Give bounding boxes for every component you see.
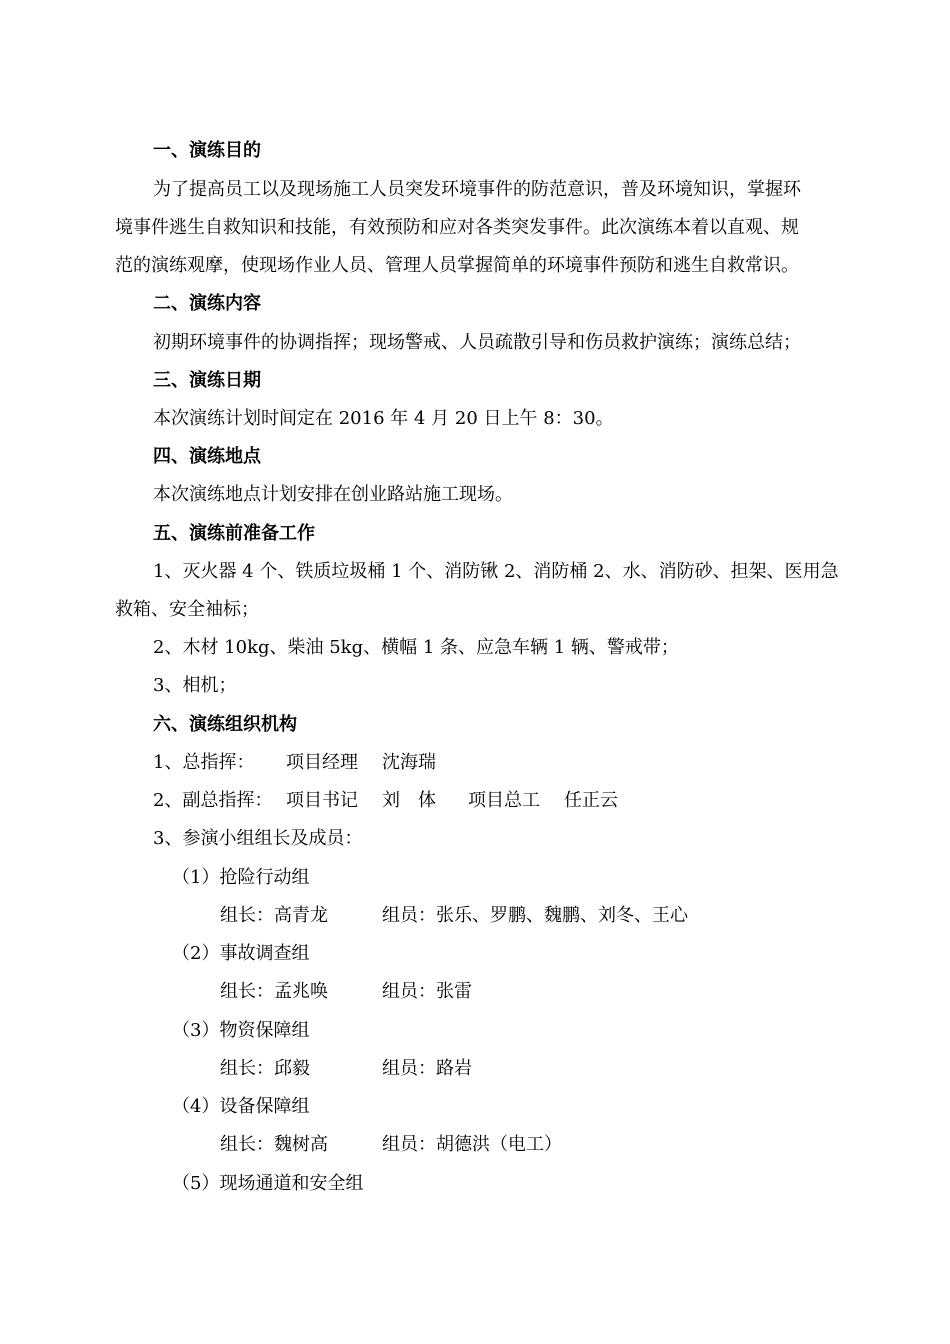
section-5-item-1-line-1: 1、灭火器 4 个、铁质垃圾桶 1 个、消防锹 2、消防桶 2、水、消防砂、担架、医用急 [153,561,839,582]
section-2-heading: 二、演练内容 [153,293,261,314]
section-1-paragraph-line-3: 范的演练观摩，使现场作业人员、管理人员掌握简单的环境事件预防和逃生自救常识。 [115,255,799,276]
group-1-members: 组员：张乐、罗鹏、魏鹏、刘冬、王心 [382,905,688,926]
section-5-item-2: 2、木材 10kg、柴油 5kg、横幅 1 条、应急车辆 1 辆、警戒带； [153,637,679,658]
section-1-heading: 一、演练目的 [153,140,261,161]
commander-name: 沈海瑞 [382,752,436,773]
group-3-title: （3）物资保障组 [172,1020,310,1041]
deputy-commander-label: 2、副总指挥： [153,790,273,811]
group-4-members: 组员：胡德洪（电工） [382,1134,562,1155]
section-3-paragraph: 本次演练计划时间定在 2016 年 4 月 20 日上午 8：30。 [153,408,614,429]
group-2-title: （2）事故调查组 [172,943,310,964]
section-3-heading: 三、演练日期 [153,370,261,391]
deputy-name-1: 刘 体 [382,790,436,811]
group-1-title: （1）抢险行动组 [172,867,310,888]
section-4-paragraph: 本次演练地点计划安排在创业路站施工现场。 [153,484,513,505]
group-1-leader: 组长：高青龙 [220,905,328,926]
section-5-heading: 五、演练前准备工作 [153,523,315,544]
section-6-item-3: 3、参演小组组长及成员： [153,828,363,849]
group-2-leader: 组长：孟兆唤 [220,981,328,1002]
group-3-leader: 组长：邱毅 [220,1058,310,1079]
group-5-title: （5）现场通道和安全组 [172,1173,364,1194]
group-2-members: 组员：张雷 [382,981,472,1002]
deputy-role-1: 项目书记 [286,790,358,811]
section-6-heading: 六、演练组织机构 [153,714,297,735]
section-5-item-1-line-2: 救箱、安全袖标； [115,599,259,620]
group-4-title: （4）设备保障组 [172,1096,310,1117]
section-1-paragraph-line-2: 境事件逃生自救知识和技能，有效预防和应对各类突发事件。此次演练本着以直观、规 [115,217,799,238]
group-3-members: 组员：路岩 [382,1058,472,1079]
section-4-heading: 四、演练地点 [153,446,261,467]
section-1-paragraph-line-1: 为了提高员工以及现场施工人员突发环境事件的防范意识，普及环境知识，掌握环 [153,179,801,200]
deputy-name-2: 任正云 [564,790,618,811]
deputy-role-2: 项目总工 [468,790,540,811]
group-4-leader: 组长：魏树高 [220,1134,328,1155]
commander-label: 1、总指挥： [153,752,255,773]
section-5-item-3: 3、相机； [153,675,237,696]
section-2-paragraph: 初期环境事件的协调指挥；现场警戒、人员疏散引导和伤员救护演练；演练总结； [153,332,801,353]
commander-role: 项目经理 [286,752,358,773]
